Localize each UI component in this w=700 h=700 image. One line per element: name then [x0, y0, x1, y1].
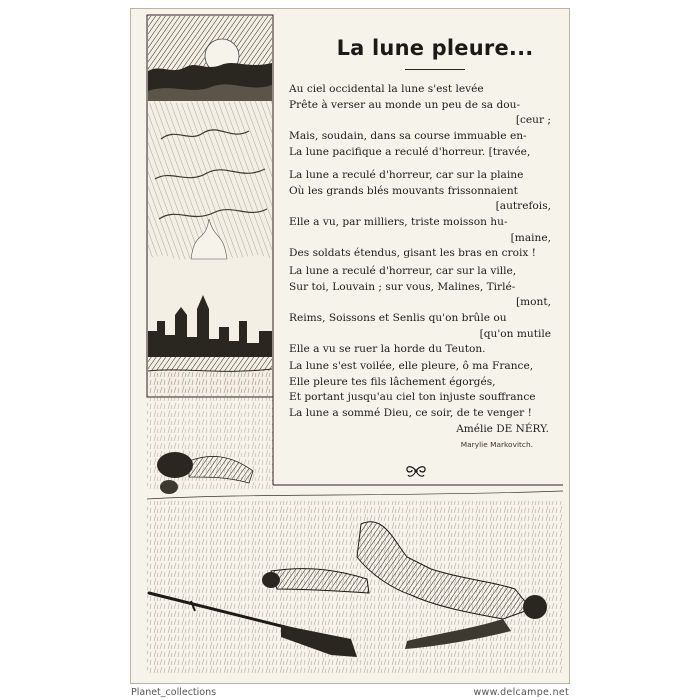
- poem-line: Prête à verser au monde un peu de sa dou-: [289, 98, 521, 111]
- poem-line: Mais, soudain, dans sa course immuable en-: [289, 130, 527, 143]
- poem-line: Sur toi, Louvain ; sur vous, Malines, Tirlé-: [289, 280, 516, 293]
- poem-line: La lune a sommé Dieu, ce soir, de te venger !: [289, 407, 532, 420]
- illustrator-credit: Marylie Markovitch.: [460, 440, 533, 449]
- poem-line: La lune pacifique a reculé d'horreur. [travée,: [289, 145, 531, 158]
- poem-line: Elle a vu se ruer la horde du Teuton.: [289, 343, 486, 356]
- poem-line: [maine,: [510, 231, 551, 244]
- poem-line: La lune a reculé d'horreur, car sur la plaine: [289, 169, 524, 181]
- poem-line: Elle pleure tes fils lâchement égorgés,: [289, 375, 496, 388]
- poem-stanza-4: [289, 359, 553, 422]
- poem-line: Au ciel occidental la lune s'est levée: [289, 83, 484, 95]
- title-divider: [405, 69, 465, 70]
- poem-line: Elle a vu, par milliers, triste moisson hu-: [289, 216, 508, 229]
- poem-line: La lune a reculé d'horreur, car sur la ville,: [289, 265, 517, 277]
- poem-line: La lune s'est voilée, elle pleure, ô ma France,: [289, 360, 534, 372]
- poem-line: Reims, Soissons et Senlis qu'on brûle ou: [289, 312, 507, 325]
- poem-line: Où les grands blés mouvants frissonnaient: [289, 184, 518, 197]
- footer-source-label: Planet_collections: [131, 687, 217, 698]
- poem-line: [qu'on mutile: [479, 327, 551, 340]
- poem-author: Amélie DE NÉRY.: [456, 423, 549, 435]
- postcard: [130, 8, 570, 684]
- poem-stanza-1: [289, 82, 553, 160]
- poem-line: [ceur ;: [515, 114, 551, 127]
- battlefield: [147, 397, 563, 673]
- poem-stanza-2: [289, 168, 553, 262]
- poem-line: Des soldats étendus, gisant les bras en croix !: [289, 247, 536, 260]
- poem-line: [autrefois,: [495, 200, 551, 213]
- poem-stanza-3: [289, 264, 553, 358]
- fleuron-icon: [403, 464, 429, 478]
- poem-title: La lune pleure...: [336, 36, 534, 60]
- poem-line: [mont,: [515, 296, 551, 309]
- sky-panel: [147, 15, 273, 397]
- poem-line: Et portant jusqu'au ciel ton injuste souffrance: [289, 391, 536, 404]
- footer-website-link[interactable]: www.delcampe.net: [473, 687, 569, 698]
